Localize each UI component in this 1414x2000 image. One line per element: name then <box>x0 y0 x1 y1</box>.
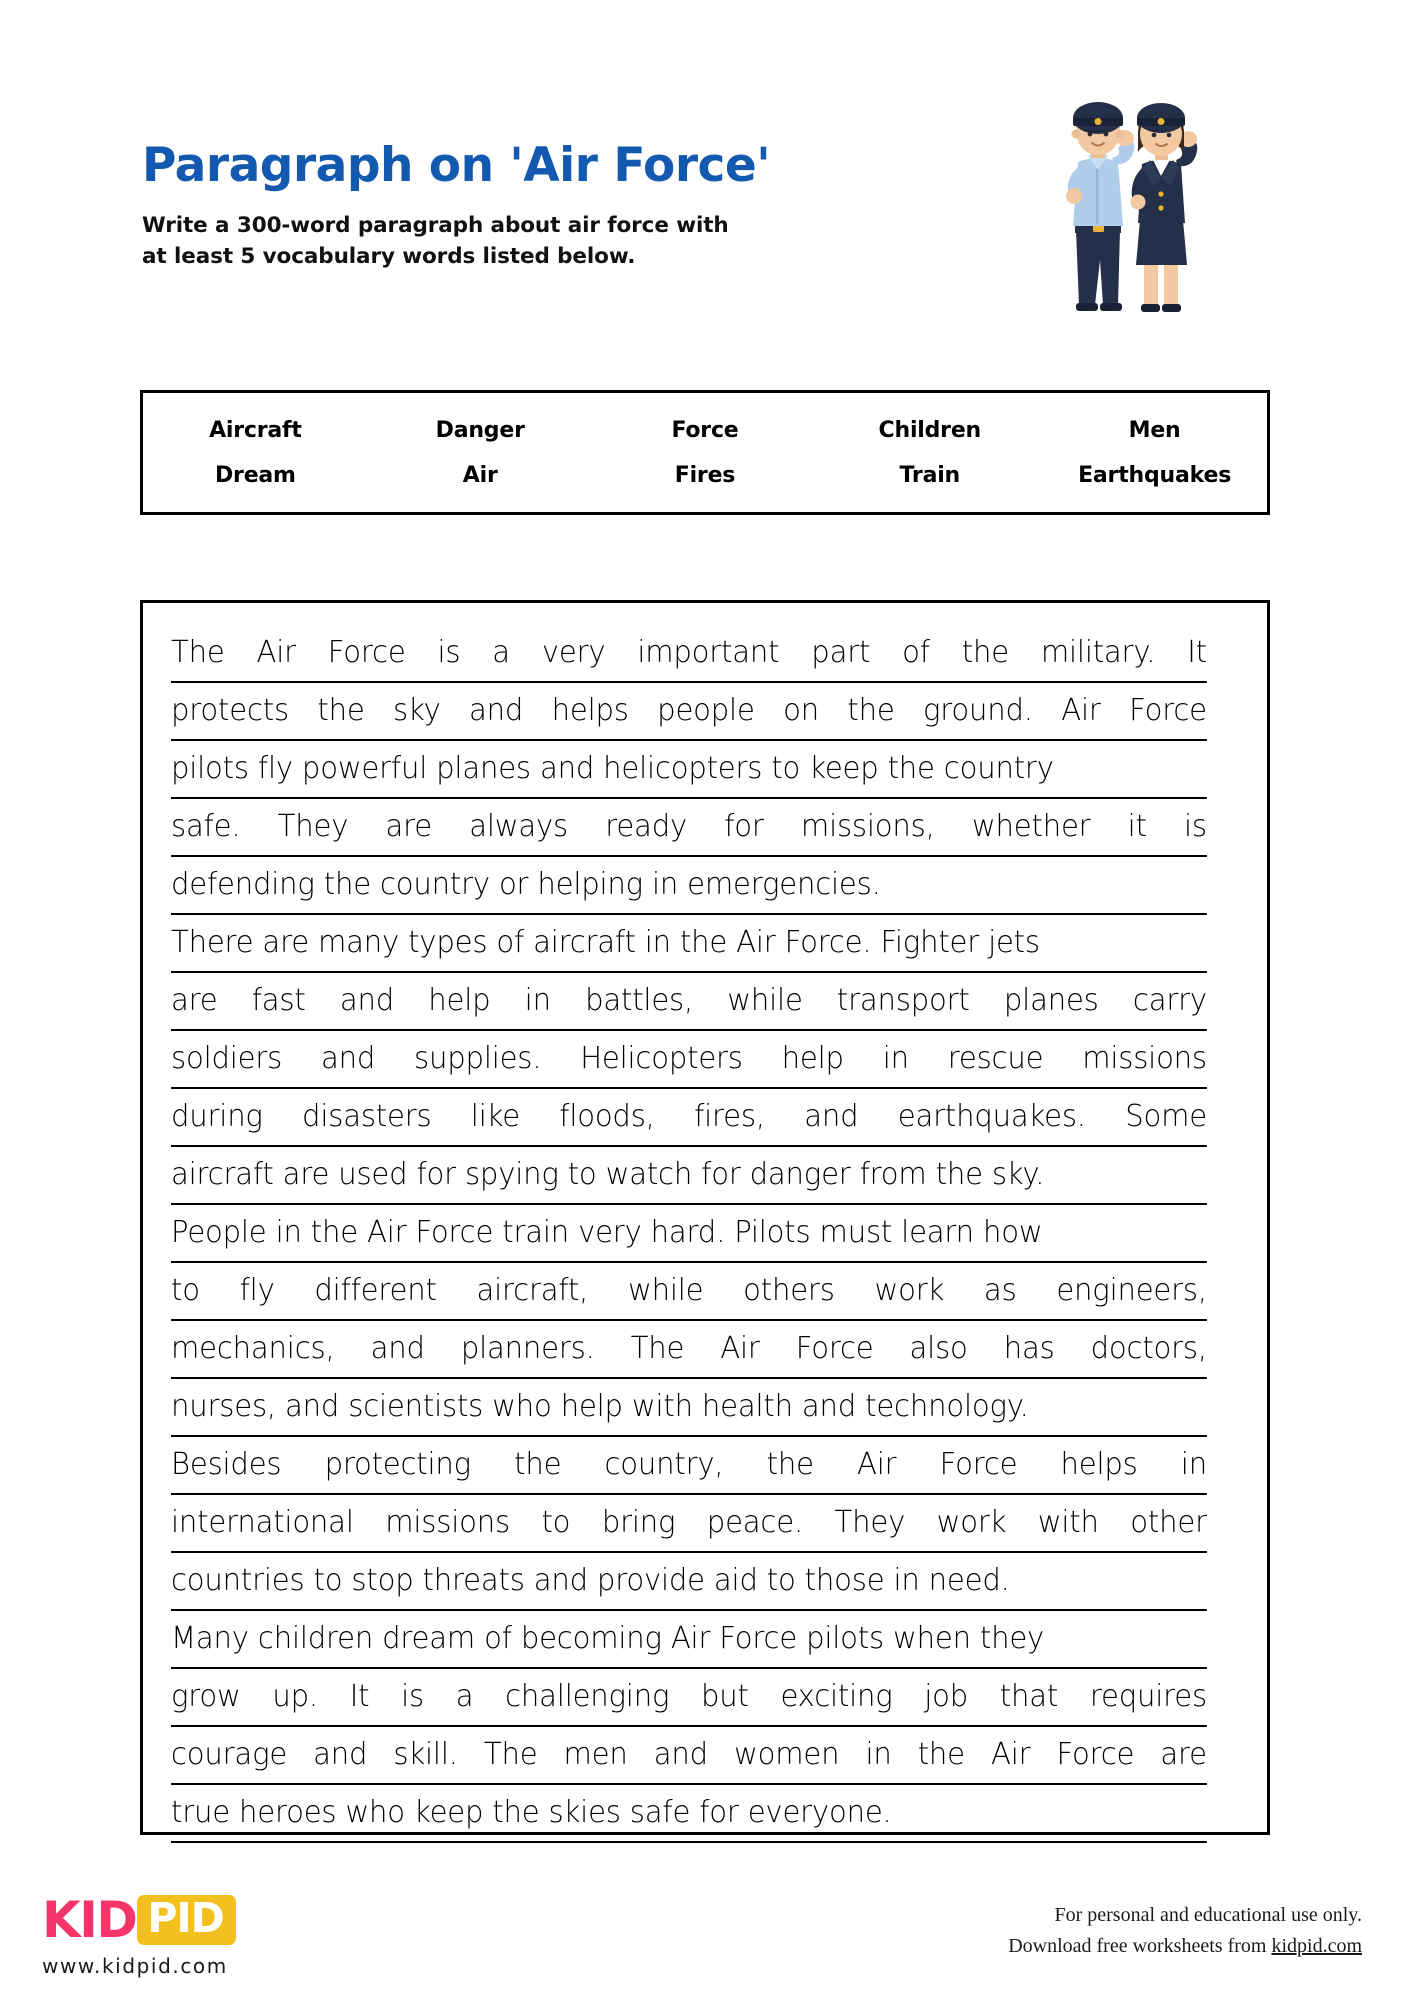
vocabulary-word: Train <box>899 462 961 488</box>
vocabulary-row-2 <box>143 463 1267 488</box>
instructions-line-2: at least 5 vocabulary words listed below. <box>142 243 636 269</box>
paragraph-line: People in the Air Force train very hard. Pilots must learn how <box>171 1205 1207 1263</box>
paragraph-line: courage and skill. The men and women in the Air Force are <box>171 1727 1207 1785</box>
paragraph-line: protects the sky and helps people on the ground. Air Force <box>171 683 1207 741</box>
air-force-officers-illustration <box>1010 90 1250 320</box>
paragraph-line: defending the country or helping in emergencies. <box>171 857 1207 915</box>
logo-website-url: www.kidpid.com <box>42 1954 228 1978</box>
vocabulary-word: Air <box>462 462 498 488</box>
vocabulary-word: Dream <box>214 462 296 488</box>
paragraph-line: to fly different aircraft, while others work as engineers, <box>171 1263 1207 1321</box>
paragraph-line: mechanics, and planners. The Air Force also has doctors, <box>171 1321 1207 1379</box>
female-officer-figure <box>1131 103 1198 312</box>
paragraph-line: There are many types of aircraft in the Air Force. Fighter jets <box>171 915 1207 973</box>
paragraph-line: true heroes who keep the skies safe for everyone. <box>171 1785 1207 1843</box>
paragraph-line: soldiers and supplies. Helicopters help in rescue missions <box>171 1031 1207 1089</box>
vocabulary-word: Children <box>878 417 982 443</box>
kidpid-logo <box>42 1892 322 1978</box>
page-header <box>142 140 902 272</box>
usage-note-line-2 <box>1008 1931 1362 1962</box>
kidpid-link[interactable]: kidpid.com <box>1271 1935 1362 1957</box>
vocabulary-word: Men <box>1128 417 1181 443</box>
paragraph-line: countries to stop threats and provide aid to those in need. <box>171 1553 1207 1611</box>
vocabulary-word-bank <box>140 390 1270 515</box>
logo-wordmark <box>42 1892 322 1948</box>
paragraph-line: pilots fly powerful planes and helicopters to keep the country <box>171 741 1207 799</box>
male-officer-figure <box>1066 102 1134 311</box>
vocabulary-word: Earthquakes <box>1078 462 1232 488</box>
logo-kid-text: KID <box>42 1891 137 1949</box>
paragraph-line: are fast and help in battles, while transport planes carry <box>171 973 1207 1031</box>
usage-note-line-1: For personal and educational use only. <box>1054 1904 1362 1926</box>
paragraph-line: Besides protecting the country, the Air Force helps in <box>171 1437 1207 1495</box>
footer-usage-note <box>1008 1900 1362 1962</box>
paragraph-line: aircraft are used for spying to watch for danger from the sky. <box>171 1147 1207 1205</box>
paragraph-line: The Air Force is a very important part of the military. It <box>171 625 1207 683</box>
paragraph-answer-box[interactable] <box>140 600 1270 1835</box>
vocabulary-row-1 <box>143 418 1267 443</box>
paragraph-line: Many children dream of becoming Air Force pilots when they <box>171 1611 1207 1669</box>
vocabulary-word: Aircraft <box>209 417 302 443</box>
paragraph-line: nurses, and scientists who help with health and technology. <box>171 1379 1207 1437</box>
instructions-line-1: Write a 300-word paragraph about air force with <box>142 212 729 238</box>
paragraph-line: during disasters like floods, fires, and earthquakes. Some <box>171 1089 1207 1147</box>
page-instructions <box>142 210 842 272</box>
paragraph-line: grow up. It is a challenging but exciting job that requires <box>171 1669 1207 1727</box>
vocabulary-word: Force <box>671 417 739 443</box>
page-title: Paragraph on 'Air Force' <box>142 138 771 193</box>
vocabulary-word: Fires <box>674 462 736 488</box>
logo-pid-text: PID <box>137 1895 235 1945</box>
vocabulary-word: Danger <box>435 417 525 443</box>
paragraph-line: safe. They are always ready for missions, whether it is <box>171 799 1207 857</box>
usage-note-prefix: Download free worksheets from <box>1008 1935 1272 1957</box>
paragraph-line: international missions to bring peace. They work with other <box>171 1495 1207 1553</box>
